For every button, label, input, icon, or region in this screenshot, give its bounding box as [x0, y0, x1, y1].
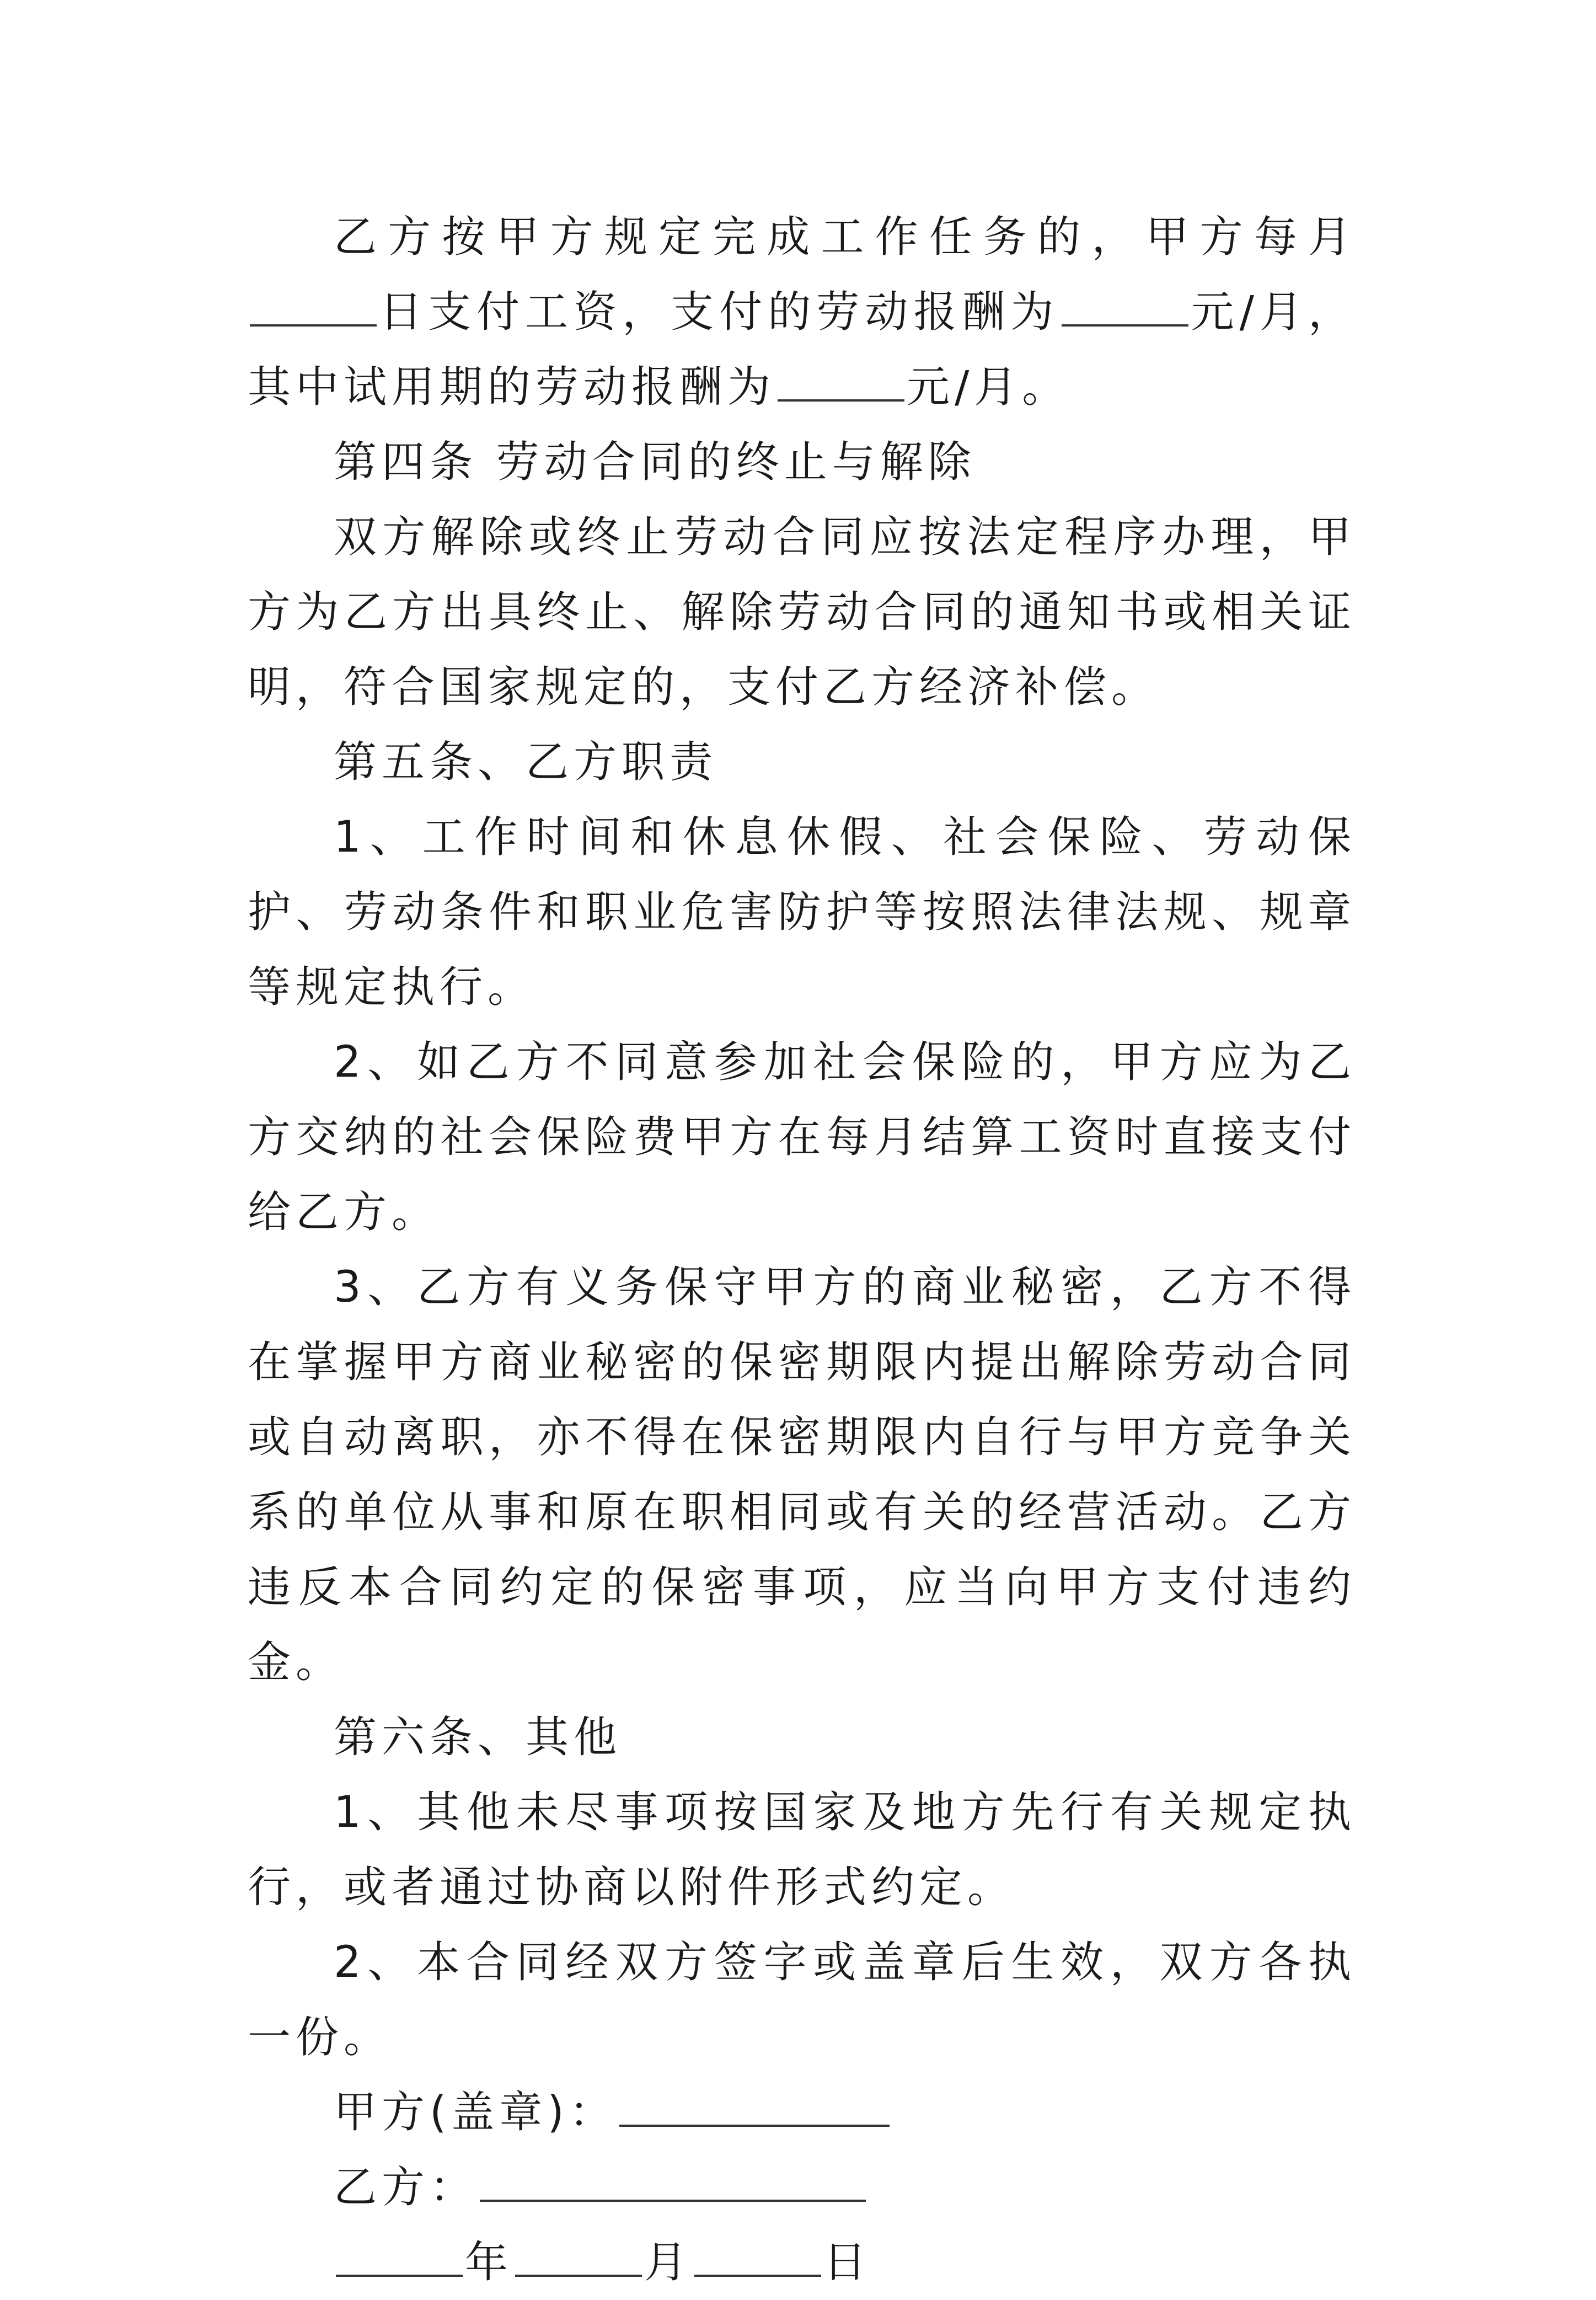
pay-day-blank[interactable]	[250, 286, 377, 327]
article-6-item-1: 1、其他未尽事项按国家及地方先行有关规定执行，或者通过协商以附件形式约定。	[248, 1788, 1356, 1912]
salary-text-2: 日支付工资，支付的劳动报酬为	[379, 287, 1059, 337]
year-blank[interactable]	[336, 2236, 463, 2277]
article-4-body: 双方解除或终止劳动合同应按法定程序办理，甲方为乙方出具终止、解除劳动合同的通知书或相关证明，符合国家规定的，支付乙方经济补偿。	[248, 512, 1356, 712]
party-b-label: 乙方：	[334, 2163, 478, 2212]
salary-amount-blank[interactable]	[1062, 286, 1188, 327]
article-5-title: 第五条、乙方职责	[334, 737, 718, 787]
salary-paragraph	[248, 200, 1356, 425]
party-b-signature-blank[interactable]	[480, 2161, 866, 2202]
salary-text-1: 乙方按甲方规定完成工作任务的，甲方每月	[334, 212, 1356, 262]
year-label: 年	[465, 2238, 513, 2287]
day-label: 日	[823, 2238, 872, 2287]
article-4-title: 第四条 劳动合同的终止与解除	[334, 437, 976, 487]
contract-page	[248, 200, 1356, 2300]
party-b-signature-line	[248, 2150, 1356, 2225]
month-blank[interactable]	[515, 2236, 642, 2277]
party-a-signature-blank[interactable]	[619, 2086, 890, 2127]
month-label: 月	[644, 2238, 693, 2287]
salary-text-3: 元/月，其中试用期的劳动报酬为	[248, 287, 1356, 412]
date-line	[248, 2225, 1356, 2300]
party-a-signature-line	[248, 2075, 1356, 2150]
day-blank[interactable]	[694, 2236, 821, 2277]
article-5-item-2: 2、如乙方不同意参加社会保险的，甲方应为乙方交纳的社会保险费甲方在每月结算工资时直接支付给乙方。	[248, 1037, 1356, 1237]
article-6-item-2: 2、本合同经双方签字或盖章后生效，双方各执一份。	[248, 1938, 1356, 2062]
party-a-label: 甲方(盖章)：	[334, 2088, 617, 2137]
salary-text-4: 元/月。	[907, 362, 1070, 412]
article-5-item-3: 3、乙方有义务保守甲方的商业秘密，乙方不得在掌握甲方商业秘密的保密期限内提出解除劳动合同或自动离职，亦不得在保密期限内自行与甲方竞争关系的单位从事和原在职相同或有关的经营活动。乙方违反本合同约定的保密事项，应当向甲方支付违约金。	[248, 1263, 1356, 1687]
probation-salary-blank[interactable]	[778, 361, 904, 402]
article-6-title: 第六条、其他	[334, 1713, 622, 1762]
article-5-item-1: 1、工作时间和休息休假、社会保险、劳动保护、劳动条件和职业危害防护等按照法律法规、规章等规定执行。	[248, 812, 1356, 1012]
